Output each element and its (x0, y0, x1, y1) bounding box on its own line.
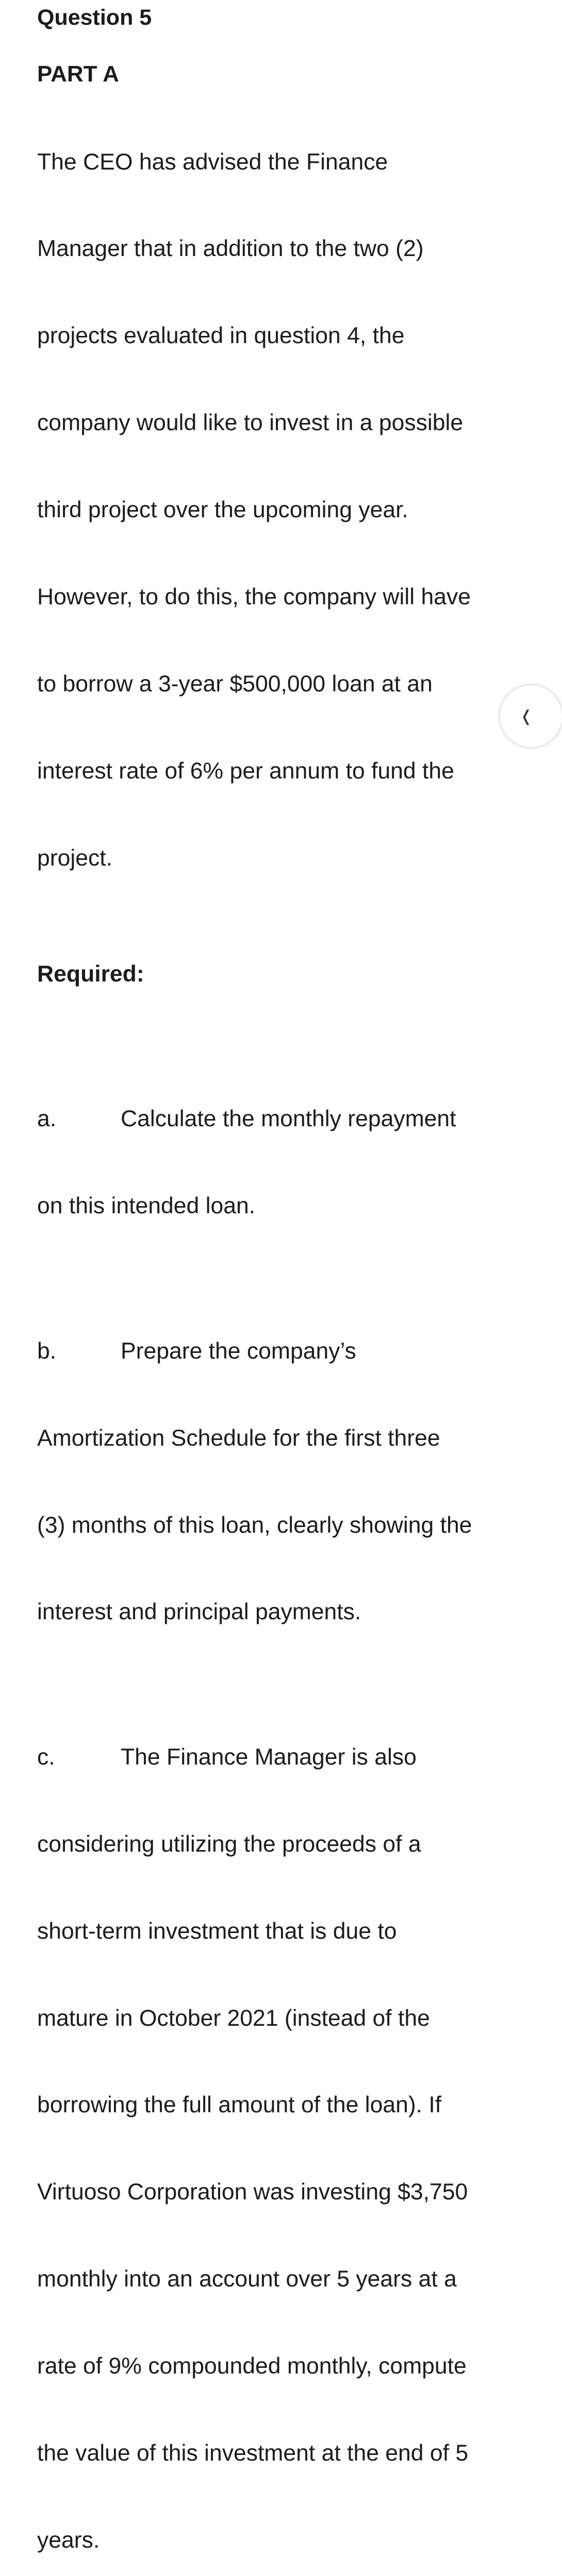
item-line: Virtuoso Corporation was investing $3,750 (37, 2179, 468, 2205)
item-line: interest and principal payments. (37, 1599, 361, 1625)
item-line: Amortization Schedule for the first three (37, 1425, 440, 1451)
chevron-icon: ❬ (520, 708, 533, 725)
item-line: on this intended loan. (37, 1193, 256, 1219)
item-line: short-term investment that is due to (37, 1918, 397, 1944)
item-text: Prepare the company’s (121, 1338, 356, 1364)
intro-line: interest rate of 6% per annum to fund the (37, 758, 454, 784)
intro-line: project. (37, 845, 112, 871)
item-line: years. (37, 2527, 100, 2553)
intro-line: However, to do this, the company will have (37, 584, 471, 610)
question-body (37, 90, 472, 2576)
required-item-a (37, 1105, 472, 1133)
item-line: mature in October 2021 (instead of the (37, 2005, 430, 2031)
required-item-c (37, 1743, 472, 1772)
item-text: The Finance Manager is also (121, 1744, 417, 1770)
item-letter: c. (37, 1744, 55, 1770)
intro-line: projects evaluated in question 4, the (37, 323, 405, 349)
intro-line: to borrow a 3-year $500,000 loan at an (37, 671, 433, 697)
item-line: considering utilizing the proceeds of a (37, 1831, 421, 1857)
intro-line: company would like to invest in a possible (37, 410, 464, 436)
item-text: Calculate the monthly repayment (121, 1106, 456, 1132)
scroll-handle[interactable] (500, 685, 562, 747)
required-label: Required: (37, 961, 144, 987)
item-line: the value of this investment at the end of 5 (37, 2441, 469, 2466)
required-item-b (37, 1337, 472, 1366)
item-line: (3) months of this loan, clearly showing the (37, 1512, 472, 1538)
item-line: borrowing the full amount of the loan). If (37, 2092, 442, 2118)
question-title: Question 5 (37, 5, 152, 30)
item-line: rate of 9% compounded monthly, compute (37, 2353, 467, 2379)
part-title: PART A (37, 61, 119, 87)
item-letter: a. (37, 1106, 57, 1132)
intro-line: third project over the upcoming year. (37, 497, 408, 523)
item-line: monthly into an account over 5 years at a (37, 2266, 457, 2292)
item-letter: b. (37, 1338, 57, 1364)
intro-line: Manager that in addition to the two (2) (37, 236, 424, 262)
intro-line: The CEO has advised the Finance (37, 149, 388, 175)
